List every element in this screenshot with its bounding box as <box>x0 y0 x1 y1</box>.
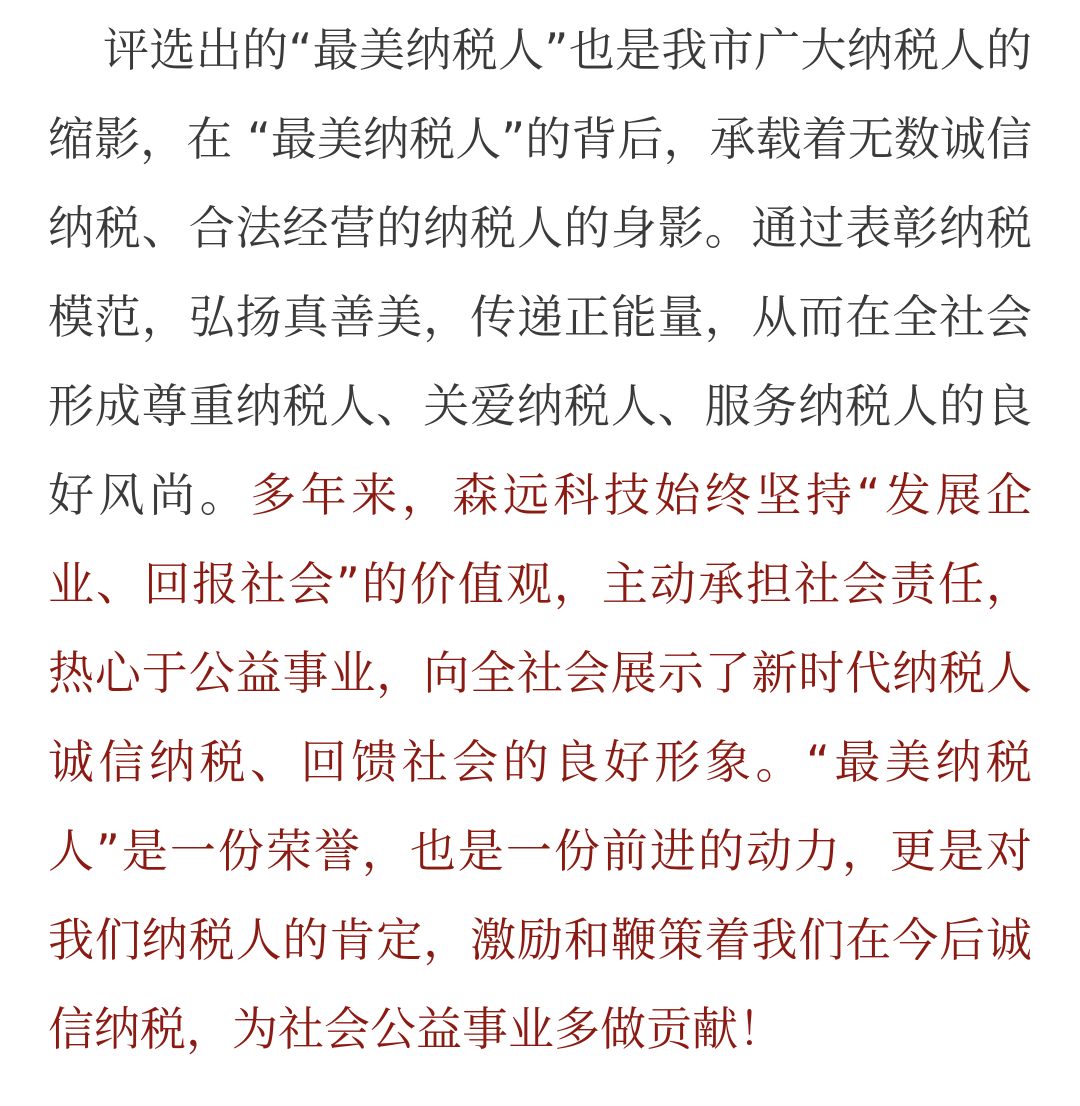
text-line <box>48 273 1032 362</box>
text-segment: 评选出的“最美纳税人”也是我市广大纳税人的 <box>103 23 1032 77</box>
text-segment: 信纳税，为社会公益事业多做贡献！ <box>48 1002 784 1056</box>
text-segment: 好风尚。 <box>48 468 251 522</box>
text-line <box>48 629 1032 718</box>
text-line <box>48 896 1032 985</box>
text-segment: 形成尊重纳税人、关爱纳税人、服务纳税人的良 <box>48 379 1032 433</box>
text-segment: 业、回报社会”的价值观，主动承担社会责任， <box>48 557 1032 611</box>
text-line <box>48 6 1032 95</box>
text-segment: 模范，弘扬真善美，传递正能量，从而在全社会 <box>48 290 1032 344</box>
text-line <box>48 451 1032 540</box>
text-segment: 我们纳税人的肯定，激励和鞭策着我们在今后诚 <box>48 913 1032 967</box>
text-line <box>48 540 1032 629</box>
text-segment: 诚信纳税、回馈社会的良好形象。“最美纳税 <box>48 735 1032 789</box>
text-segment: 纳税、合法经营的纳税人的身影。通过表彰纳税 <box>48 201 1032 255</box>
text-segment: 人”是一份荣誉，也是一份前进的动力，更是对 <box>48 824 1032 878</box>
text-line <box>48 184 1032 273</box>
text-line <box>48 985 1032 1074</box>
text-line <box>48 95 1032 184</box>
text-line <box>48 362 1032 451</box>
text-segment: 多年来，森远科技始终坚持“发展企 <box>250 468 1032 522</box>
text-segment: 缩影，在 “最美纳税人”的背后，承载着无数诚信 <box>48 112 1032 166</box>
text-line <box>48 718 1032 807</box>
text-segment: 热心于公益事业，向全社会展示了新时代纳税人 <box>48 646 1032 700</box>
text-line <box>48 807 1032 896</box>
